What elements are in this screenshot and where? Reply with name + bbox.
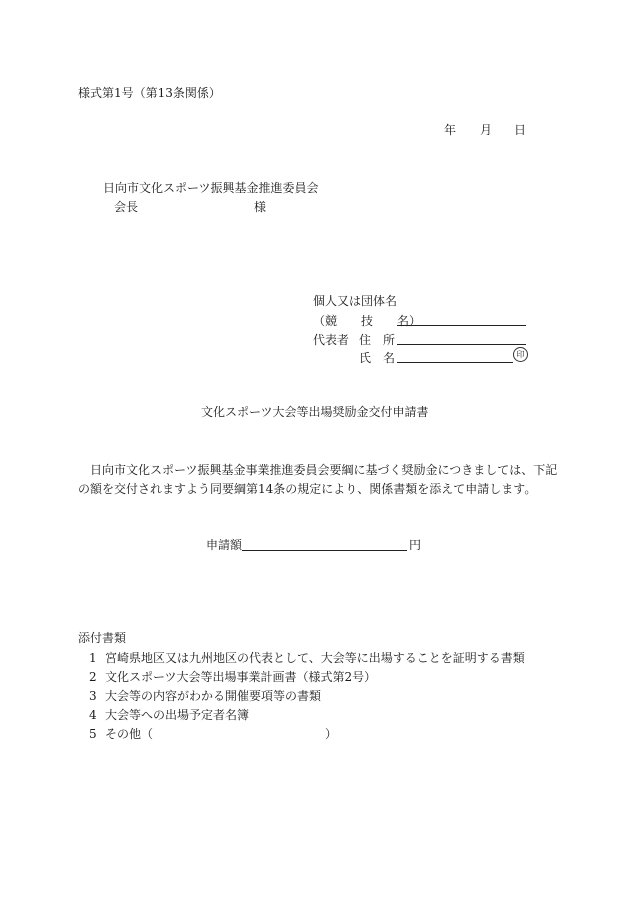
attachment-item-2: 文化スポーツ大会等出場事業計画書（様式第2号） <box>105 670 377 684</box>
event-name-label: （競 技 名） <box>313 314 422 328</box>
attachment-num: 4 <box>89 708 97 722</box>
amount-label: 申請額 <box>206 538 243 552</box>
address-field[interactable] <box>397 344 526 345</box>
date-month-label: 月 <box>480 123 493 137</box>
addressee-title: 会長 <box>114 200 139 214</box>
seal-mark-icon: 印 <box>513 347 528 362</box>
attachment-num: 2 <box>89 670 97 684</box>
person-name-label: 氏 名 <box>359 351 396 365</box>
applicant-name-label: 個人又は団体名 <box>313 294 398 308</box>
attachments-heading: 添付書類 <box>78 631 127 645</box>
representative-label: 代表者 <box>313 333 350 347</box>
person-name-field[interactable] <box>397 362 513 363</box>
attachment-num: 1 <box>89 651 97 665</box>
form-number: 様式第1号（第13条関係） <box>78 86 221 100</box>
attachment-item-5: その他（ <box>105 727 154 741</box>
addressee-honorific: 様 <box>254 200 267 214</box>
address-label: 住 所 <box>359 333 396 347</box>
addressee-organization: 日向市文化スポーツ振興基金推進委員会 <box>103 181 319 195</box>
attachment-other-close: ） <box>325 727 338 741</box>
attachment-num: 3 <box>89 689 97 703</box>
body-paragraph: 日向市文化スポーツ振興基金事業推進委員会要綱に基づく奨励金につきましては、下記の額を交付されますよう同要綱第14条の規定により、関係書類を添えて申請します。 <box>78 463 558 496</box>
attachment-item-3: 大会等の内容がわかる開催要項等の書類 <box>105 689 322 703</box>
amount-field[interactable] <box>242 550 407 551</box>
attachment-item-1: 宮崎県地区又は九州地区の代表として、大会等に出場することを証明する書類 <box>105 651 525 665</box>
attachment-item-4: 大会等への出場予定者名簿 <box>105 708 250 722</box>
event-name-field[interactable] <box>397 325 526 326</box>
document-title: 文化スポーツ大会等出場奨励金交付申請書 <box>201 405 429 419</box>
date-year-label: 年 <box>444 123 457 137</box>
amount-unit: 円 <box>409 538 422 552</box>
date-day-label: 日 <box>514 123 527 137</box>
attachment-num: 5 <box>89 727 97 741</box>
